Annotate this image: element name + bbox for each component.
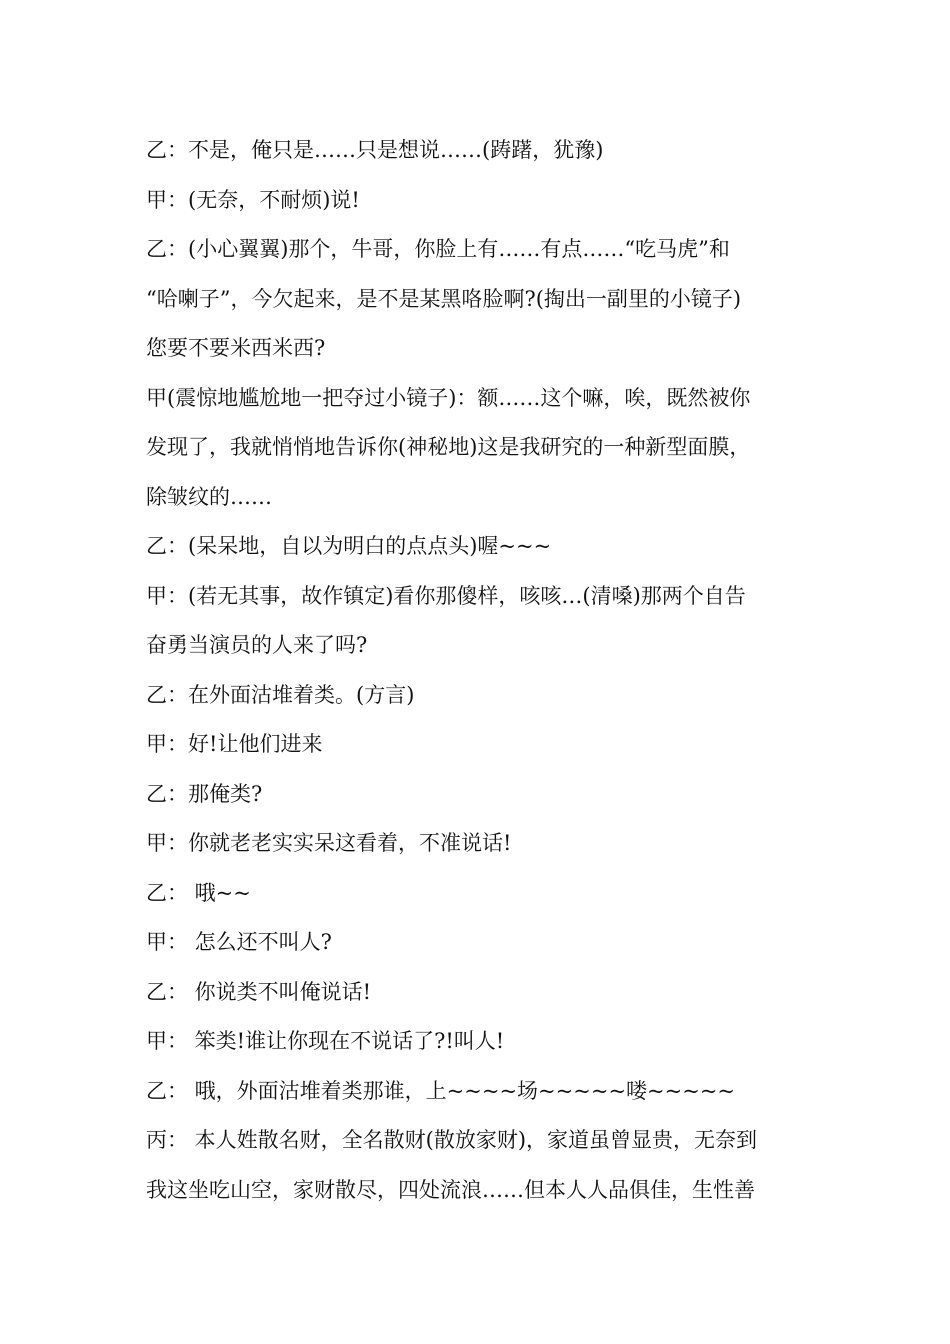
text-line: 丙： 本人姓散名财，全名散财(散放家财)，家道虽曾显贵，无奈到: [146, 1128, 758, 1152]
text-line: 乙：在外面沽堆着类。(方言): [146, 682, 415, 707]
text-line: 乙：(小心翼翼)那个，牛哥，你脸上有……有点……“吃马虎”和: [146, 237, 730, 261]
text-line: 乙：(呆呆地，自以为明白的点点头)喔~~~: [146, 534, 552, 558]
text-line: 乙： 哦~~: [146, 880, 251, 905]
text-line: 乙： 你说类不叫俺说话!: [146, 979, 372, 1004]
text-line: 甲：(无奈，不耐烦)说!: [146, 187, 360, 212]
text-line: 甲： 怎么还不叫人?: [146, 930, 332, 954]
text-line: 奋勇当演员的人来了吗?: [146, 633, 368, 657]
script-text: [146, 126, 811, 1215]
text-line: 甲(震惊地尴尬地一把夺过小镜子)：额……这个嘛，唉，既然被你: [146, 385, 751, 410]
text-line: 我这坐吃山空，家财散尽，四处流浪……但本人人品俱佳，生性善: [146, 1177, 755, 1202]
text-line: 您要不要米西米西?: [146, 336, 326, 360]
text-line: 甲：(若无其事，故作镇定)看你那傻样，咳咳…(清嗓)那两个自告: [146, 583, 746, 608]
text-line: 甲： 笨类!谁让你现在不说话了?!叫人!: [146, 1029, 505, 1053]
text-line: 甲：好!让他们进来: [146, 732, 323, 756]
text-line: 乙：不是，俺只是……只是想说……(踌躇，犹豫): [146, 138, 604, 162]
text-line: 发现了，我就悄悄地告诉你(神秘地)这是我研究的一种新型面膜，: [146, 435, 751, 459]
text-line: 乙： 哦，外面沽堆着类那谁，上~~~~场~~~~~喽~~~~~: [146, 1078, 736, 1103]
text-line: “哈喇子”，今欠起来，是不是某黑咯脸啊?(掏出一副里的小镜子): [146, 286, 742, 311]
text-line: 甲：你就老老实实呆这看着，不准说话!: [146, 831, 512, 855]
text-line: 除皱纹的……: [146, 484, 272, 509]
text-line: 乙：那俺类?: [146, 781, 263, 806]
